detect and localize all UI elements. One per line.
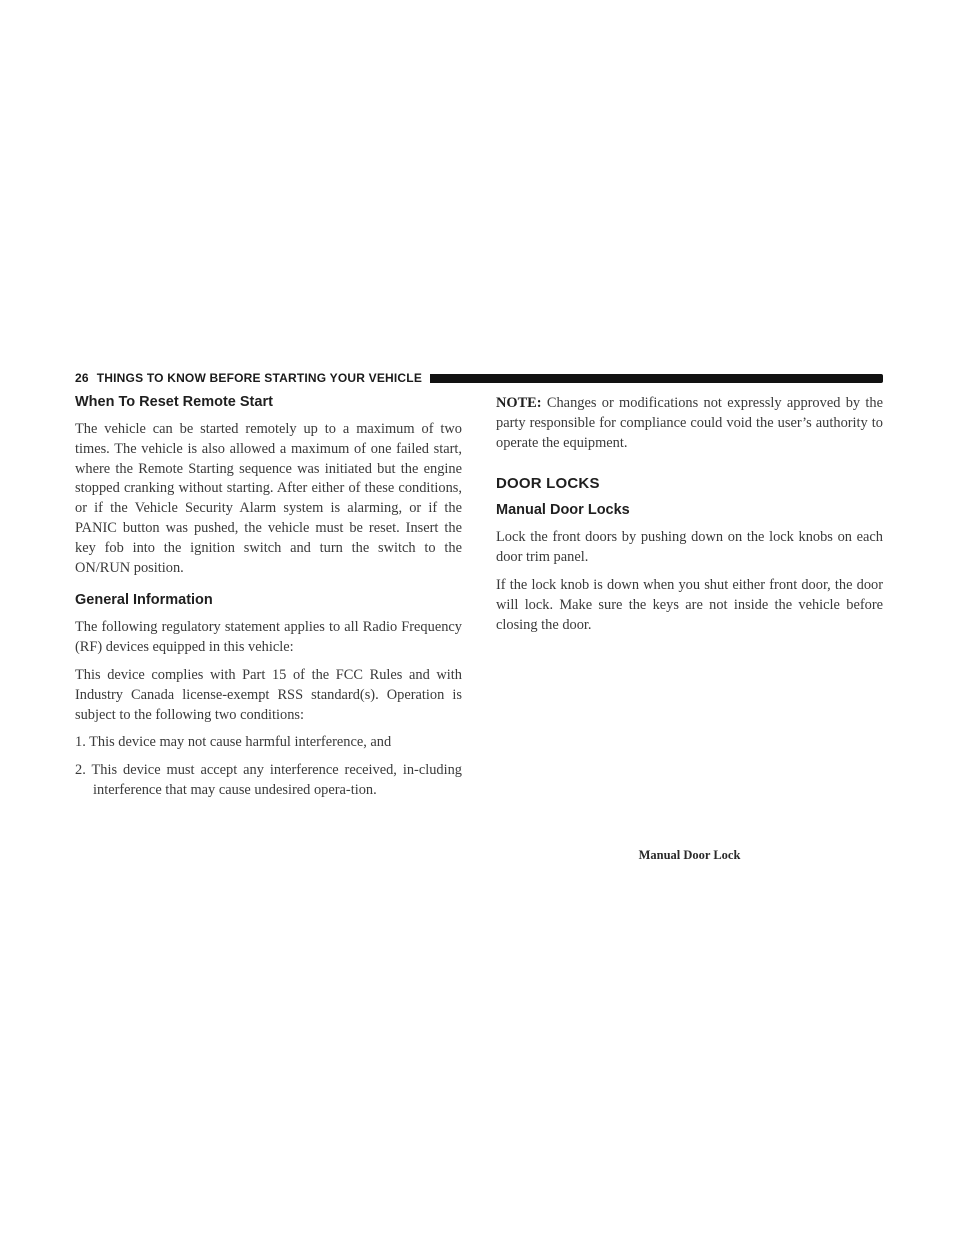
note-text: Changes or modifications not expressly approved by the party responsible for compliance could void the user’s authority to operate the equipment. [496,395,883,451]
manual-door-locks-paragraph-2: If the lock knob is down when you shut either front door, the door will lock. Make sure the keys are not inside the vehicle before closing the door. [496,576,883,633]
reset-remote-start-paragraph: The vehicle can be started remotely up to a maximum of two times. The vehicle is also allowed a maximum of one failed start, where the Remote Starting sequence was initiated but the engine stopped cranking without starting. After either of these conditions, or if the Vehicle Security Alarm system is alarming, or if the PANIC button was pushed, the vehicle must be reset. Insert the key fob into the ignition switch and turn the switch to the ON/RUN position. [75,421,462,576]
section-title: THINGS TO KNOW BEFORE STARTING YOUR VEHICLE [96,371,423,385]
general-information-paragraph-2: This device complies with Part 15 of the FCC Rules and with Industry Canada license-exempt RSS standard(s). Operation is subject to the following two conditions: [75,666,462,723]
manual-door-locks-paragraph-1: Lock the front doors by pushing down on the lock knobs on each door trim panel. [496,529,883,566]
left-column [75,394,462,809]
figure-caption: Manual Door Lock [638,848,741,863]
reset-remote-start-heading: When To Reset Remote Start [75,394,273,410]
general-information-heading: General Information [75,592,213,609]
general-information-paragraph-1: The following regulatory statement applies to all Radio Frequency (RF) devices equipped in this vehicle: [75,619,462,656]
note-label: NOTE: [496,395,542,411]
page-number: 26 [75,371,89,385]
list-item: 2. This device must accept any interference received, in-cluding interference that may cause undesired opera-tion. [75,762,462,798]
right-column [496,394,883,863]
list-item: 1. This device may not cause harmful interference, and [75,734,392,751]
note-paragraph [496,394,883,453]
door-locks-heading: DOOR LOCKS [496,475,600,493]
conditions-list [75,733,462,800]
figure-placeholder [496,643,883,848]
manual-door-locks-heading: Manual Door Locks [496,502,630,519]
page-header [75,371,883,385]
header-bar [430,374,883,383]
